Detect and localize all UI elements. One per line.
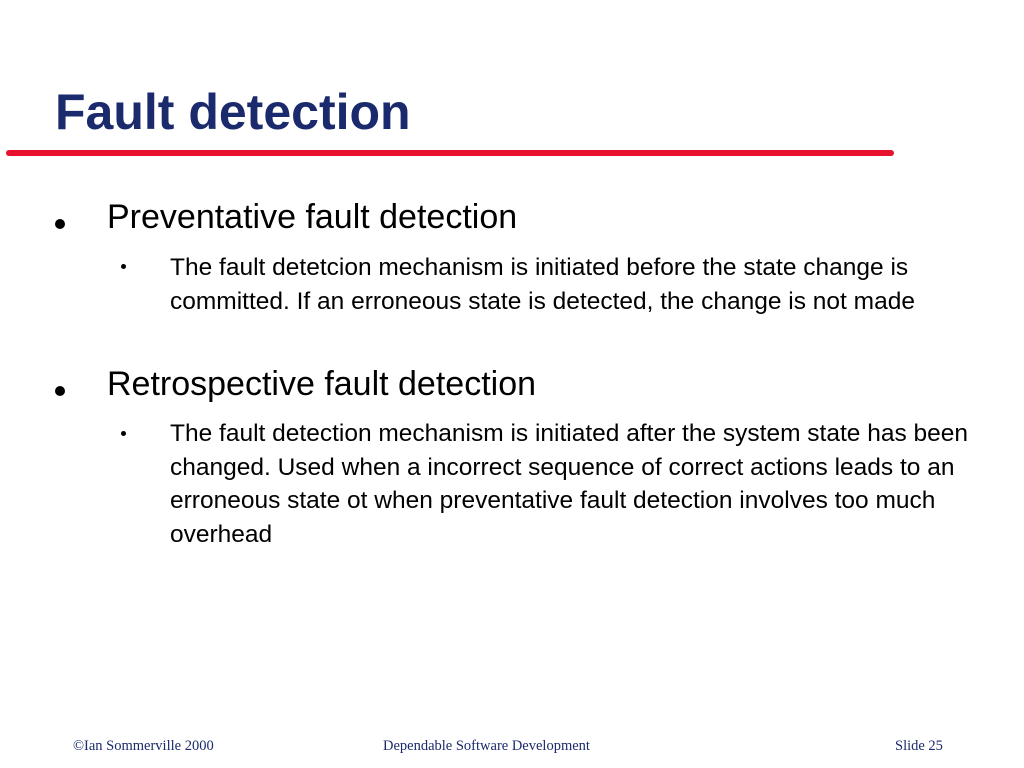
footer-course-title: Dependable Software Development [383, 738, 590, 754]
bullet-preventative-fault-detection: Preventative fault detection [107, 198, 518, 236]
footer-copyright: ©Ian Sommerville 2000 [73, 738, 214, 754]
bullet-icon [55, 219, 65, 229]
sub-bullet-icon [121, 431, 126, 436]
slide-title: Fault detection [55, 84, 411, 140]
sub-bullet-retrospective-description: The fault detection mechanism is initiated after the system state has been changed. Used when a incorrect sequence of correct actions leads to an erroneous state ot when preventative fault detection involves too much overhead [170, 420, 969, 548]
sub-bullet-icon [121, 264, 126, 269]
title-underline [6, 150, 894, 156]
bullet-icon [55, 386, 65, 396]
footer-slide-number: Slide 25 [895, 738, 943, 754]
bullet-retrospective-fault-detection: Retrospective fault detection [107, 365, 537, 403]
sub-bullet-preventative-description: The fault detetcion mechanism is initiated before the state change is committed. If an erroneous state is detected, the change is not made [170, 254, 915, 315]
